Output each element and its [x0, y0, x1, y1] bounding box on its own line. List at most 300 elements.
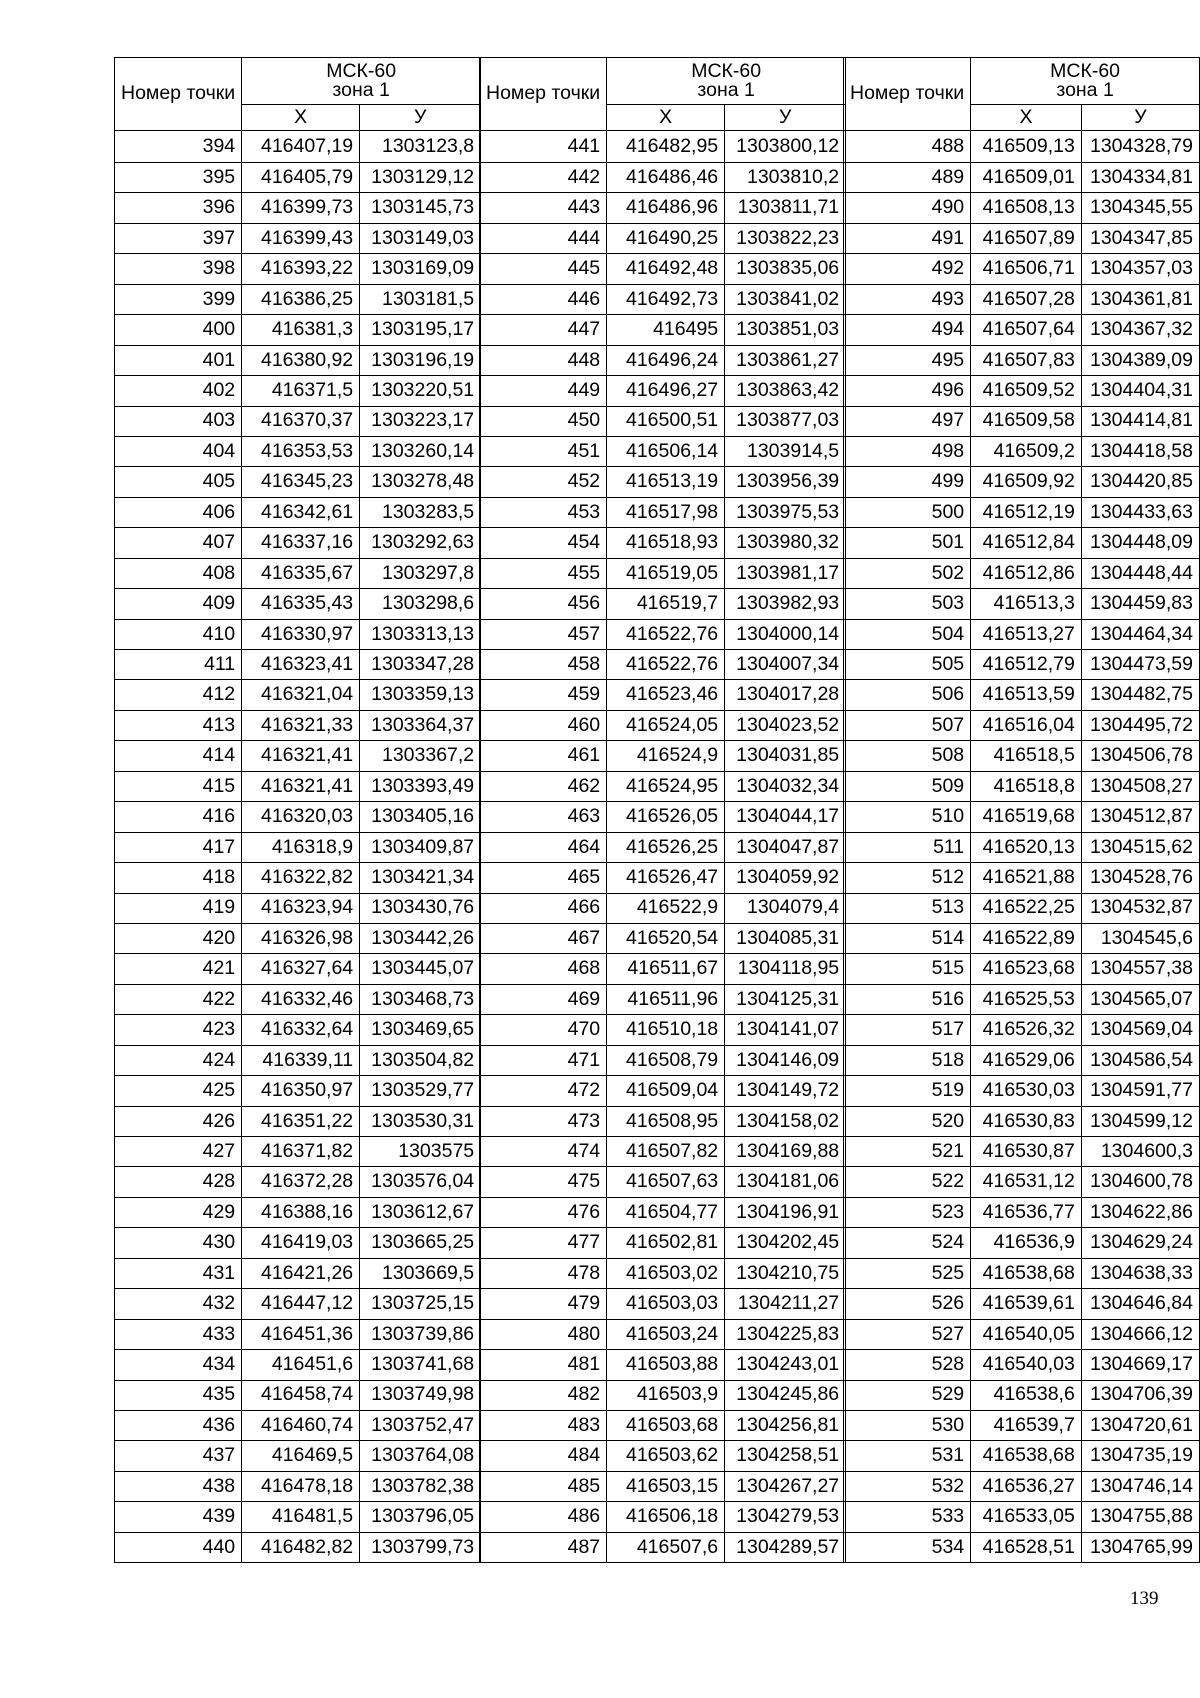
- table-row: [844, 284, 1200, 314]
- x-coordinate-cell: 416530,87: [971, 1137, 1082, 1167]
- point-number-cell: 430: [115, 1228, 242, 1258]
- table-row: [844, 436, 1200, 466]
- y-coordinate-cell: 1304557,38: [1081, 954, 1199, 984]
- x-coordinate-cell: 416345,23: [242, 467, 360, 497]
- point-number-cell: 447: [480, 315, 607, 345]
- x-coordinate-cell: 416520,13: [971, 832, 1082, 862]
- x-coordinate-cell: 416524,05: [607, 710, 725, 740]
- point-number-cell: 511: [844, 832, 971, 862]
- y-coordinate-cell: 1303822,23: [725, 223, 846, 253]
- point-number-cell: 501: [844, 528, 971, 558]
- point-number-cell: 455: [480, 558, 607, 588]
- x-coordinate-cell: 416512,84: [971, 528, 1082, 558]
- x-coordinate-cell: 416513,19: [607, 467, 725, 497]
- y-coordinate-cell: 1303669,5: [360, 1258, 481, 1288]
- table-row: [844, 467, 1200, 497]
- point-number-cell: 465: [480, 863, 607, 893]
- x-coordinate-cell: 416509,58: [971, 406, 1082, 436]
- y-coordinate-cell: 1303810,2: [725, 163, 846, 193]
- table-row: [115, 131, 481, 163]
- y-coordinate-cell: 1304059,92: [725, 863, 846, 893]
- x-coordinate-cell: 416332,46: [242, 984, 360, 1014]
- y-coordinate-cell: 1304328,79: [1081, 131, 1199, 163]
- coordinate-system-header: МСК-60 зона 1: [971, 58, 1200, 105]
- y-coordinate-cell: 1304433,63: [1081, 497, 1199, 527]
- point-number-cell: 458: [480, 650, 607, 680]
- table-row: [115, 1350, 481, 1380]
- x-coordinate-cell: 416503,62: [607, 1441, 725, 1471]
- x-coordinate-cell: 416512,86: [971, 558, 1082, 588]
- y-coordinate-cell: 1303445,07: [360, 954, 481, 984]
- y-coordinate-cell: 1303956,39: [725, 467, 846, 497]
- table-row: [844, 1015, 1200, 1045]
- y-coordinate-cell: 1304418,58: [1081, 436, 1199, 466]
- point-number-cell: 493: [844, 284, 971, 314]
- point-number-cell: 445: [480, 254, 607, 284]
- point-number-cell: 425: [115, 1076, 242, 1106]
- x-coordinate-cell: 416486,46: [607, 163, 725, 193]
- point-number-cell: 490: [844, 193, 971, 223]
- x-coordinate-cell: 416451,36: [242, 1319, 360, 1349]
- x-coordinate-cell: 416460,74: [242, 1410, 360, 1440]
- x-coordinate-cell: 416323,94: [242, 893, 360, 923]
- x-coordinate-cell: 416529,06: [971, 1045, 1082, 1075]
- point-number-cell: 508: [844, 741, 971, 771]
- table-row: [115, 984, 481, 1014]
- x-coordinate-cell: 416518,5: [971, 741, 1082, 771]
- point-number-cell: 491: [844, 223, 971, 253]
- point-number-cell: 526: [844, 1289, 971, 1319]
- x-coordinate-cell: 416332,64: [242, 1015, 360, 1045]
- x-coordinate-cell: 416393,22: [242, 254, 360, 284]
- table-row: [115, 284, 481, 314]
- point-number-cell: 434: [115, 1350, 242, 1380]
- table-row: [480, 1015, 846, 1045]
- point-number-cell: 462: [480, 771, 607, 801]
- x-coordinate-cell: 416530,03: [971, 1076, 1082, 1106]
- y-coordinate-cell: 1304473,59: [1081, 650, 1199, 680]
- x-coordinate-cell: 416522,76: [607, 619, 725, 649]
- table-row: [115, 1319, 481, 1349]
- table-row: [115, 650, 481, 680]
- y-coordinate-cell: 1303220,51: [360, 376, 481, 406]
- point-number-cell: 523: [844, 1197, 971, 1227]
- table-row: [480, 954, 846, 984]
- y-coordinate-cell: 1303665,25: [360, 1228, 481, 1258]
- x-coordinate-cell: 416327,64: [242, 954, 360, 984]
- table-row: [480, 1167, 846, 1197]
- y-coordinate-cell: 1304196,91: [725, 1197, 846, 1227]
- point-number-cell: 405: [115, 467, 242, 497]
- x-coordinate-cell: 416478,18: [242, 1471, 360, 1501]
- table-row: [115, 589, 481, 619]
- point-number-header: Номер точки: [844, 58, 971, 131]
- table-row: [844, 254, 1200, 284]
- table-row: [844, 863, 1200, 893]
- point-number-cell: 431: [115, 1258, 242, 1288]
- table-row: [844, 680, 1200, 710]
- x-coordinate-cell: 416522,9: [607, 893, 725, 923]
- x-coordinate-cell: 416539,7: [971, 1410, 1082, 1440]
- y-coordinate-cell: 1303739,86: [360, 1319, 481, 1349]
- x-coordinate-cell: 416509,92: [971, 467, 1082, 497]
- y-coordinate-cell: 1303752,47: [360, 1410, 481, 1440]
- table-row: [115, 1380, 481, 1410]
- table-row: [844, 589, 1200, 619]
- y-coordinate-cell: 1304464,34: [1081, 619, 1199, 649]
- point-number-cell: 471: [480, 1045, 607, 1075]
- table-row: [844, 1441, 1200, 1471]
- table-row: [115, 1471, 481, 1501]
- point-number-cell: 495: [844, 345, 971, 375]
- x-coordinate-cell: 416386,25: [242, 284, 360, 314]
- point-number-cell: 441: [480, 131, 607, 163]
- x-coordinate-cell: 416509,04: [607, 1076, 725, 1106]
- point-number-cell: 522: [844, 1167, 971, 1197]
- table-row: [844, 163, 1200, 193]
- y-coordinate-cell: 1303800,12: [725, 131, 846, 163]
- table-row: [480, 710, 846, 740]
- point-number-cell: 525: [844, 1258, 971, 1288]
- y-coordinate-cell: 1303430,76: [360, 893, 481, 923]
- y-coordinate-cell: 1304404,31: [1081, 376, 1199, 406]
- x-coordinate-cell: 416353,53: [242, 436, 360, 466]
- table-row: [480, 467, 846, 497]
- table-row: [480, 131, 846, 163]
- point-number-cell: 415: [115, 771, 242, 801]
- y-coordinate-cell: 1303169,09: [360, 254, 481, 284]
- table-row: [115, 832, 481, 862]
- point-number-cell: 429: [115, 1197, 242, 1227]
- table-row: [115, 1076, 481, 1106]
- x-coordinate-cell: 416458,74: [242, 1380, 360, 1410]
- x-coordinate-cell: 416512,79: [971, 650, 1082, 680]
- x-coordinate-cell: 416337,16: [242, 528, 360, 558]
- point-number-cell: 443: [480, 193, 607, 223]
- point-number-cell: 475: [480, 1167, 607, 1197]
- point-number-cell: 396: [115, 193, 242, 223]
- point-number-cell: 450: [480, 406, 607, 436]
- x-coordinate-cell: 416380,92: [242, 345, 360, 375]
- y-coordinate-cell: 1303468,73: [360, 984, 481, 1014]
- point-number-cell: 412: [115, 680, 242, 710]
- point-number-cell: 422: [115, 984, 242, 1014]
- table-row: [480, 1228, 846, 1258]
- point-number-cell: 410: [115, 619, 242, 649]
- y-coordinate-cell: 1304202,45: [725, 1228, 846, 1258]
- y-coordinate-cell: 1303796,05: [360, 1502, 481, 1532]
- point-number-cell: 466: [480, 893, 607, 923]
- point-number-cell: 397: [115, 223, 242, 253]
- table-row: [844, 1106, 1200, 1136]
- table-row: [480, 497, 846, 527]
- point-number-cell: 524: [844, 1228, 971, 1258]
- y-coordinate-cell: 1304367,32: [1081, 315, 1199, 345]
- coordinate-rows: [115, 131, 481, 1563]
- x-coordinate-cell: 416330,97: [242, 619, 360, 649]
- y-coordinate-cell: 1303982,93: [725, 589, 846, 619]
- y-coordinate-cell: 1304746,14: [1081, 1471, 1199, 1501]
- x-coordinate-cell: 416524,95: [607, 771, 725, 801]
- y-coordinate-cell: 1304289,57: [725, 1532, 846, 1562]
- point-number-cell: 512: [844, 863, 971, 893]
- y-coordinate-cell: 1304448,44: [1081, 558, 1199, 588]
- point-number-cell: 394: [115, 131, 242, 163]
- point-number-cell: 492: [844, 254, 971, 284]
- point-number-cell: 467: [480, 923, 607, 953]
- table-row: [480, 1076, 846, 1106]
- table-row: [844, 741, 1200, 771]
- table-row: [844, 984, 1200, 1014]
- y-coordinate-cell: 1303861,27: [725, 345, 846, 375]
- y-coordinate-cell: 1303359,13: [360, 680, 481, 710]
- x-column-header: Х: [242, 105, 360, 131]
- table-row: [480, 406, 846, 436]
- x-coordinate-cell: 416508,95: [607, 1106, 725, 1136]
- y-coordinate-cell: 1304149,72: [725, 1076, 846, 1106]
- point-number-cell: 401: [115, 345, 242, 375]
- table-row: [115, 1228, 481, 1258]
- y-coordinate-cell: 1304669,17: [1081, 1350, 1199, 1380]
- table-row: [480, 771, 846, 801]
- y-column-header: У: [725, 105, 846, 131]
- y-coordinate-cell: 1303749,98: [360, 1380, 481, 1410]
- x-coordinate-cell: 416502,81: [607, 1228, 725, 1258]
- x-coordinate-cell: 416507,63: [607, 1167, 725, 1197]
- x-coordinate-cell: 416503,15: [607, 1471, 725, 1501]
- x-coordinate-cell: 416510,18: [607, 1015, 725, 1045]
- x-coordinate-cell: 416507,6: [607, 1532, 725, 1562]
- y-coordinate-cell: 1304245,86: [725, 1380, 846, 1410]
- x-coordinate-cell: 416512,19: [971, 497, 1082, 527]
- table-row: [480, 1289, 846, 1319]
- table-row: [480, 528, 846, 558]
- point-number-cell: 459: [480, 680, 607, 710]
- point-number-cell: 417: [115, 832, 242, 862]
- table-row: [115, 680, 481, 710]
- y-coordinate-cell: 1304459,83: [1081, 589, 1199, 619]
- table-row: [115, 710, 481, 740]
- y-coordinate-cell: 1304414,81: [1081, 406, 1199, 436]
- x-coordinate-cell: 416492,48: [607, 254, 725, 284]
- x-coordinate-cell: 416530,83: [971, 1106, 1082, 1136]
- x-coordinate-cell: 416504,77: [607, 1197, 725, 1227]
- point-number-cell: 463: [480, 802, 607, 832]
- y-coordinate-cell: 1303612,67: [360, 1197, 481, 1227]
- table-row: [115, 1167, 481, 1197]
- y-coordinate-cell: 1304141,07: [725, 1015, 846, 1045]
- y-coordinate-cell: 1304361,81: [1081, 284, 1199, 314]
- point-number-cell: 473: [480, 1106, 607, 1136]
- x-coordinate-cell: 416490,25: [607, 223, 725, 253]
- table-row: [115, 1410, 481, 1440]
- table-row: [844, 771, 1200, 801]
- table-row: [844, 1410, 1200, 1440]
- x-coordinate-cell: 416407,19: [242, 131, 360, 163]
- x-coordinate-cell: 416536,27: [971, 1471, 1082, 1501]
- y-coordinate-cell: 1303442,26: [360, 923, 481, 953]
- point-number-cell: 521: [844, 1137, 971, 1167]
- point-number-cell: 484: [480, 1441, 607, 1471]
- point-number-cell: 500: [844, 497, 971, 527]
- coordinate-table-1: [114, 57, 481, 1563]
- point-number-cell: 433: [115, 1319, 242, 1349]
- y-coordinate-cell: 1303835,06: [725, 254, 846, 284]
- table-row: [480, 650, 846, 680]
- point-number-cell: 468: [480, 954, 607, 984]
- x-coordinate-cell: 416526,47: [607, 863, 725, 893]
- table-row: [844, 1076, 1200, 1106]
- x-coordinate-cell: 416323,41: [242, 650, 360, 680]
- x-coordinate-cell: 416508,79: [607, 1045, 725, 1075]
- x-coordinate-cell: 416517,98: [607, 497, 725, 527]
- point-number-cell: 395: [115, 163, 242, 193]
- y-coordinate-cell: 1304591,77: [1081, 1076, 1199, 1106]
- y-coordinate-cell: 1304599,12: [1081, 1106, 1199, 1136]
- table-row: [844, 954, 1200, 984]
- x-coordinate-cell: 416372,28: [242, 1167, 360, 1197]
- point-number-cell: 399: [115, 284, 242, 314]
- y-coordinate-cell: 1304279,53: [725, 1502, 846, 1532]
- point-number-cell: 530: [844, 1410, 971, 1440]
- table-row: [844, 1197, 1200, 1227]
- x-coordinate-cell: 416536,77: [971, 1197, 1082, 1227]
- coordinate-system-header: МСК-60 зона 1: [607, 58, 846, 105]
- x-coordinate-cell: 416381,3: [242, 315, 360, 345]
- x-coordinate-cell: 416320,03: [242, 802, 360, 832]
- point-number-cell: 510: [844, 802, 971, 832]
- table-row: [115, 954, 481, 984]
- y-coordinate-cell: 1304017,28: [725, 680, 846, 710]
- y-coordinate-cell: 1303863,42: [725, 376, 846, 406]
- x-coordinate-cell: 416536,9: [971, 1228, 1082, 1258]
- x-coordinate-cell: 416524,9: [607, 741, 725, 771]
- y-coordinate-cell: 1303981,17: [725, 558, 846, 588]
- x-coordinate-cell: 416507,64: [971, 315, 1082, 345]
- table-row: [480, 802, 846, 832]
- x-coordinate-cell: 416526,05: [607, 802, 725, 832]
- y-coordinate-cell: 1304267,27: [725, 1471, 846, 1501]
- table-row: [480, 893, 846, 923]
- point-number-cell: 423: [115, 1015, 242, 1045]
- y-coordinate-cell: 1304125,31: [725, 984, 846, 1014]
- x-coordinate-cell: 416539,61: [971, 1289, 1082, 1319]
- point-number-cell: 474: [480, 1137, 607, 1167]
- x-coordinate-cell: 416405,79: [242, 163, 360, 193]
- table-row: [480, 1197, 846, 1227]
- x-coordinate-cell: 416509,01: [971, 163, 1082, 193]
- table-row: [844, 710, 1200, 740]
- point-number-cell: 485: [480, 1471, 607, 1501]
- x-coordinate-cell: 416513,59: [971, 680, 1082, 710]
- y-coordinate-cell: 1304357,03: [1081, 254, 1199, 284]
- page-number: 139: [1130, 1588, 1159, 1609]
- point-number-cell: 489: [844, 163, 971, 193]
- point-number-cell: 454: [480, 528, 607, 558]
- x-coordinate-cell: 416495: [607, 315, 725, 345]
- x-coordinate-cell: 416503,24: [607, 1319, 725, 1349]
- y-coordinate-cell: 1304512,87: [1081, 802, 1199, 832]
- y-coordinate-cell: 1304225,83: [725, 1319, 846, 1349]
- point-number-cell: 420: [115, 923, 242, 953]
- x-coordinate-cell: 416370,37: [242, 406, 360, 436]
- table-row: [844, 1045, 1200, 1075]
- x-coordinate-cell: 416321,41: [242, 771, 360, 801]
- point-number-cell: 494: [844, 315, 971, 345]
- table-row: [480, 1441, 846, 1471]
- point-number-cell: 532: [844, 1471, 971, 1501]
- y-coordinate-cell: 1304755,88: [1081, 1502, 1199, 1532]
- point-number-cell: 400: [115, 315, 242, 345]
- point-number-cell: 449: [480, 376, 607, 406]
- point-number-cell: 461: [480, 741, 607, 771]
- y-coordinate-cell: 1304508,27: [1081, 771, 1199, 801]
- table-row: [844, 1380, 1200, 1410]
- table-row: [480, 589, 846, 619]
- point-number-cell: 482: [480, 1380, 607, 1410]
- table-row: [480, 436, 846, 466]
- table-row: [480, 619, 846, 649]
- table-row: [115, 528, 481, 558]
- point-number-cell: 514: [844, 923, 971, 953]
- point-number-cell: 440: [115, 1532, 242, 1562]
- x-coordinate-cell: 416509,52: [971, 376, 1082, 406]
- coordinate-system-header: МСК-60 зона 1: [242, 58, 481, 105]
- table-row: [115, 315, 481, 345]
- x-coordinate-cell: 416451,6: [242, 1350, 360, 1380]
- table-row: [480, 284, 846, 314]
- x-coordinate-cell: 416526,25: [607, 832, 725, 862]
- y-coordinate-cell: 1304181,06: [725, 1167, 846, 1197]
- point-number-cell: 407: [115, 528, 242, 558]
- point-number-cell: 418: [115, 863, 242, 893]
- x-coordinate-cell: 416506,14: [607, 436, 725, 466]
- table-row: [844, 802, 1200, 832]
- y-coordinate-cell: 1303297,8: [360, 558, 481, 588]
- x-coordinate-cell: 416335,67: [242, 558, 360, 588]
- table-row: [115, 467, 481, 497]
- x-coordinate-cell: 416482,82: [242, 1532, 360, 1562]
- x-coordinate-cell: 416513,27: [971, 619, 1082, 649]
- table-row: [115, 1441, 481, 1471]
- point-number-cell: 480: [480, 1319, 607, 1349]
- y-coordinate-cell: 1303811,71: [725, 193, 846, 223]
- x-coordinate-cell: 416506,71: [971, 254, 1082, 284]
- point-number-cell: 497: [844, 406, 971, 436]
- y-coordinate-cell: 1303851,03: [725, 315, 846, 345]
- y-coordinate-cell: 1304334,81: [1081, 163, 1199, 193]
- x-coordinate-cell: 416371,82: [242, 1137, 360, 1167]
- y-coordinate-cell: 1304600,3: [1081, 1137, 1199, 1167]
- point-number-cell: 428: [115, 1167, 242, 1197]
- table-row: [480, 163, 846, 193]
- y-coordinate-cell: 1303725,15: [360, 1289, 481, 1319]
- point-number-cell: 504: [844, 619, 971, 649]
- y-coordinate-cell: 1303782,38: [360, 1471, 481, 1501]
- x-coordinate-cell: 416492,73: [607, 284, 725, 314]
- table-row: [480, 558, 846, 588]
- y-coordinate-cell: 1304528,76: [1081, 863, 1199, 893]
- y-coordinate-cell: 1304031,85: [725, 741, 846, 771]
- table-row: [480, 193, 846, 223]
- x-coordinate-cell: 416318,9: [242, 832, 360, 862]
- table-row: [115, 1197, 481, 1227]
- y-coordinate-cell: 1304118,95: [725, 954, 846, 984]
- point-number-cell: 419: [115, 893, 242, 923]
- y-coordinate-cell: 1304506,78: [1081, 741, 1199, 771]
- y-coordinate-cell: 1304146,09: [725, 1045, 846, 1075]
- y-coordinate-cell: 1304666,12: [1081, 1319, 1199, 1349]
